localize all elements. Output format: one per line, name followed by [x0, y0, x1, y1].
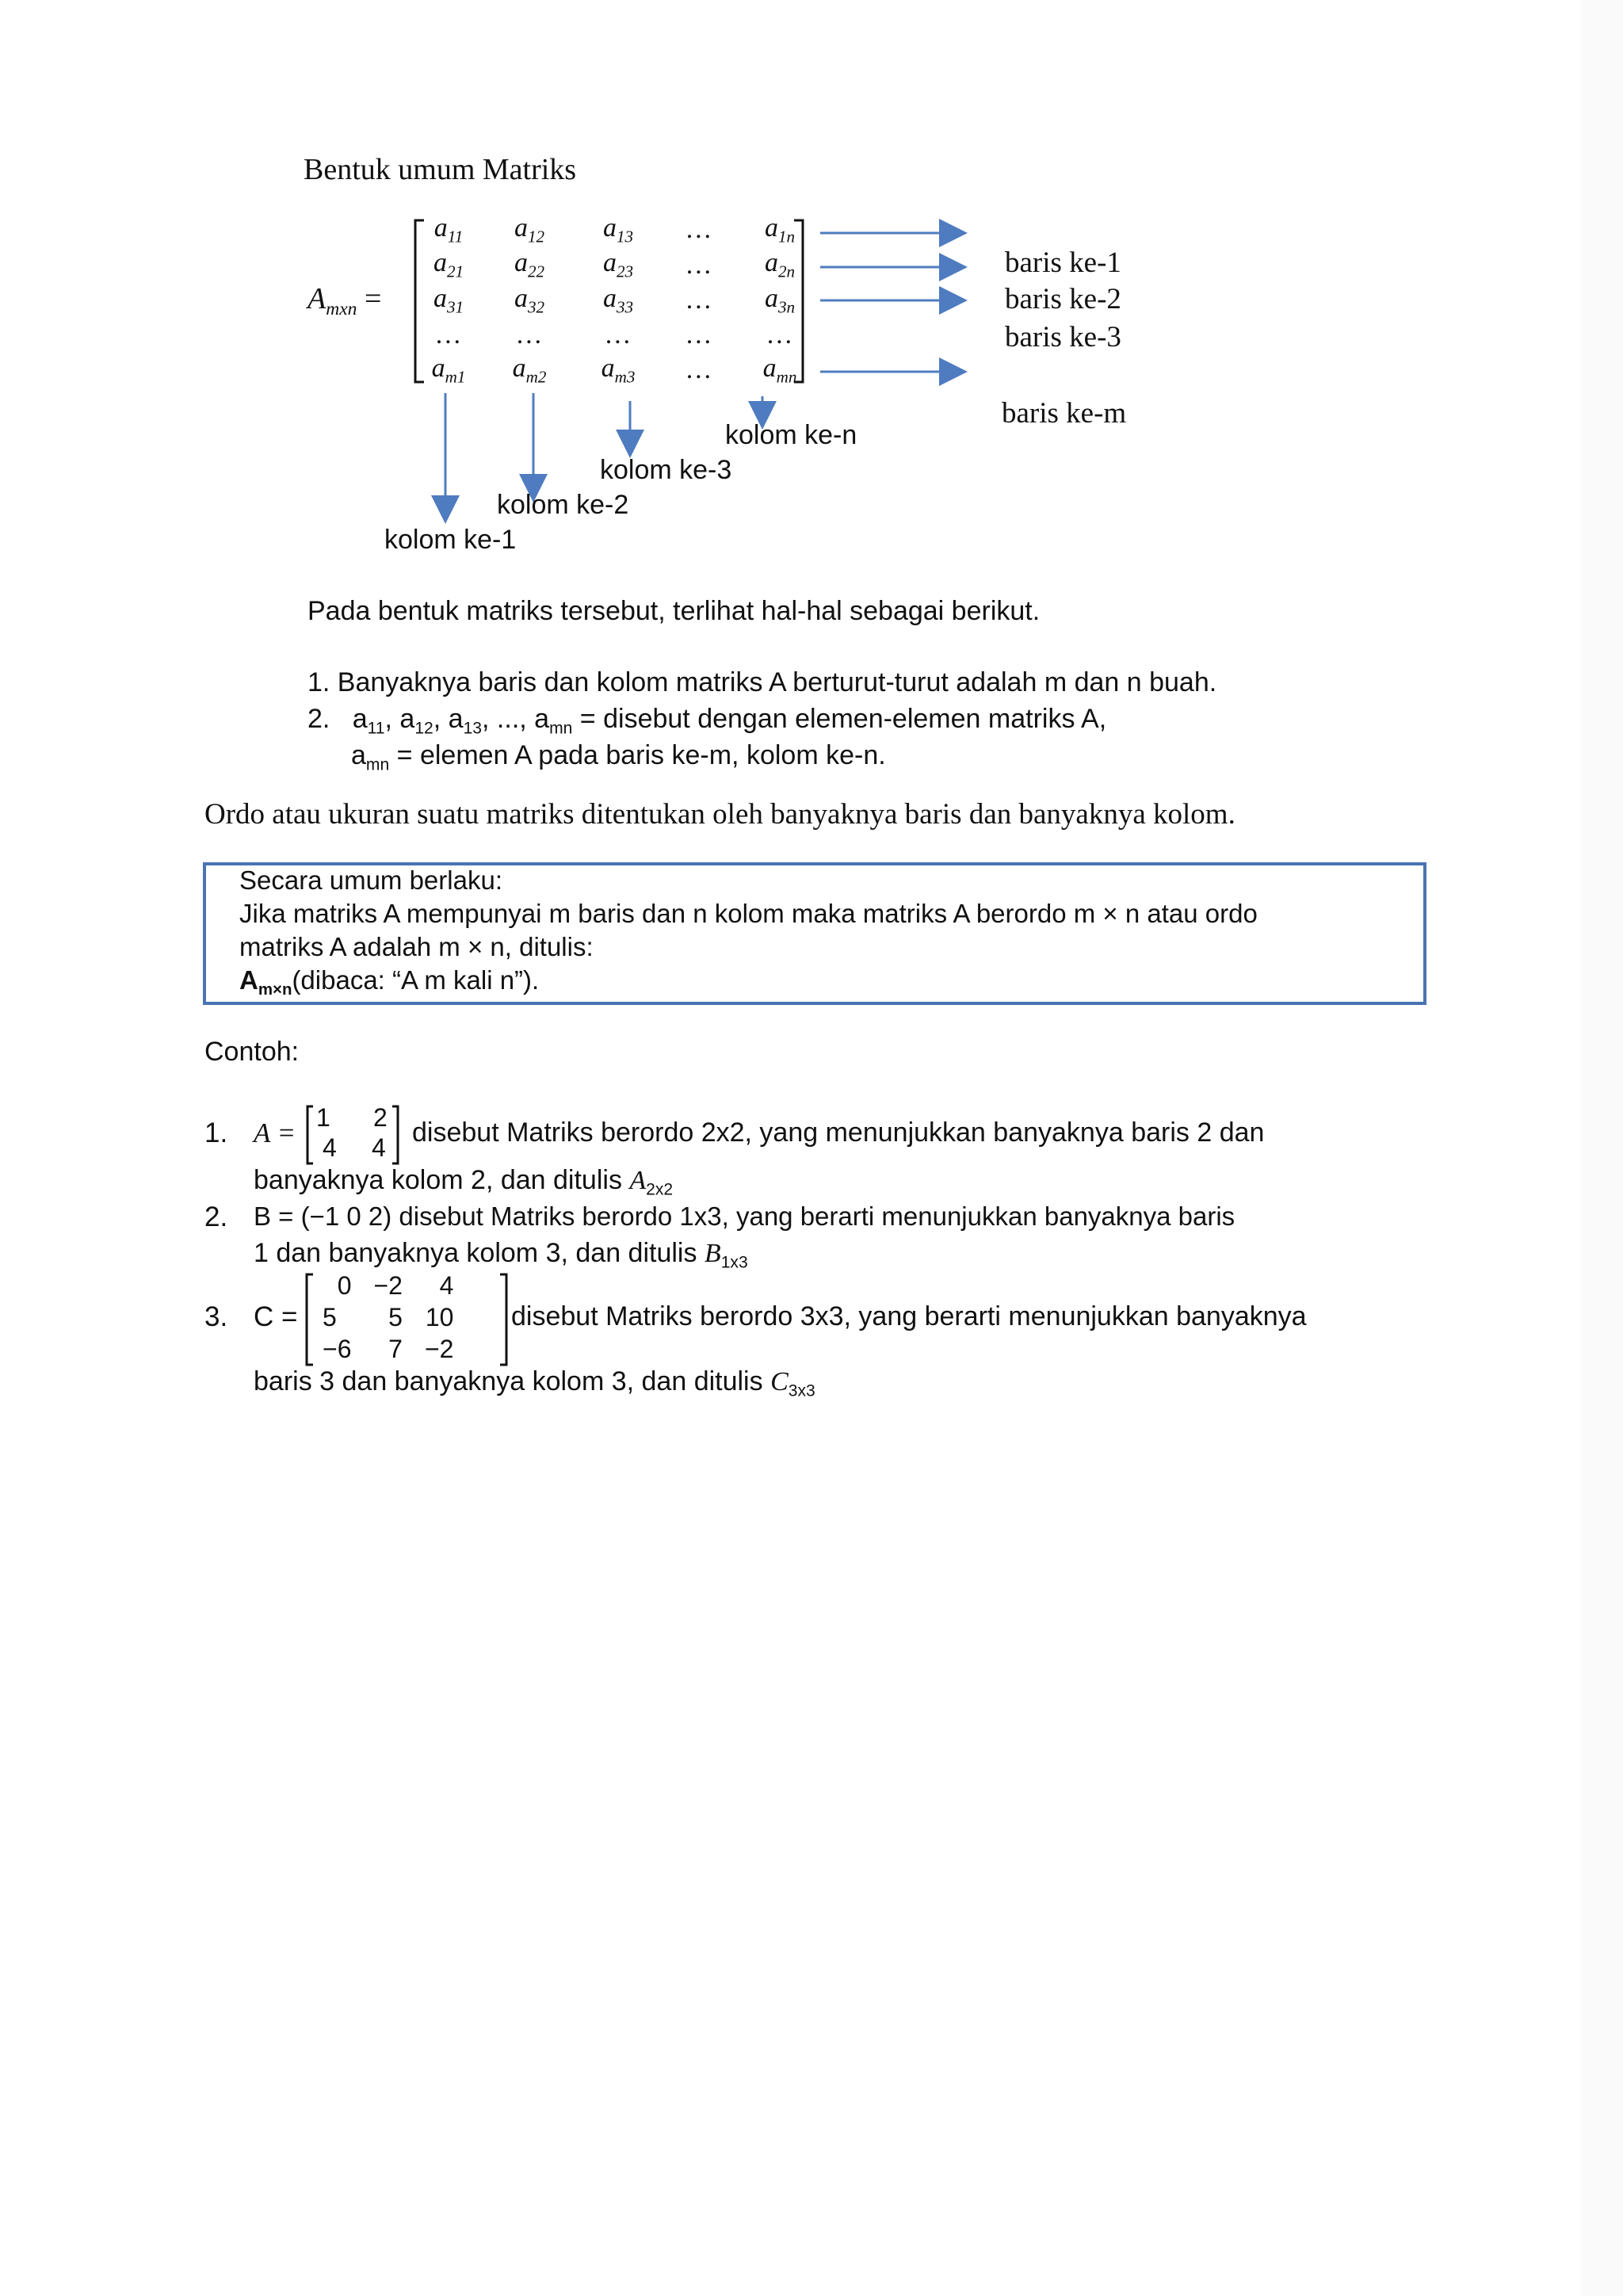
- cell: …: [605, 320, 631, 350]
- e1-a12: 2: [373, 1103, 388, 1132]
- matrix-lhs-eq: =: [364, 282, 382, 315]
- example-1-num: 1.: [204, 1117, 228, 1148]
- cell: …: [686, 215, 712, 245]
- row-label-1: baris ke-1: [1005, 246, 1121, 279]
- cell: $a_{13}$: [602, 213, 634, 246]
- col-label-1: kolom ke-1: [384, 525, 517, 555]
- box-line-3: matriks A adalah m × n, ditulis:: [239, 932, 594, 961]
- example-2-line2: 1 dan banyaknya kolom 3, dan ditulis $B_{1x3}$: [254, 1238, 748, 1272]
- cell: $a_{3n}$: [764, 283, 796, 317]
- col-label-n: kolom ke-n: [725, 420, 857, 450]
- cell: …: [686, 250, 712, 280]
- row-label-3: baris ke-3: [1005, 321, 1121, 353]
- cell: …: [686, 285, 712, 315]
- example-3-line2: baris 3 dan banyaknya kolom 3, dan ditulis $C_{3x3}$: [254, 1366, 815, 1400]
- row-label-2: baris ke-2: [1005, 283, 1121, 315]
- matrix-table: [412, 212, 824, 388]
- cell: …: [436, 320, 461, 350]
- e1-a21: 4: [323, 1133, 337, 1162]
- col-label-2: kolom ke-2: [497, 490, 629, 520]
- cell: …: [517, 320, 542, 350]
- example-3-lhs: C =: [254, 1301, 298, 1332]
- example-3-num: 3.: [204, 1301, 228, 1332]
- cell: $a_{m1}$: [431, 353, 466, 387]
- ordo-sentence: Ordo atau ukuran suatu matriks ditentukan oleh banyaknya baris dan banyaknya kolom.: [204, 798, 1235, 831]
- matrix-cells: [412, 212, 824, 388]
- e1-a11: 1: [316, 1103, 330, 1132]
- cell: $a_{mn}$: [762, 353, 797, 387]
- e3-table: 0 −2 4 5 5 10 −6 7 −2: [323, 1271, 454, 1363]
- matrix-lhs-sub: mxn: [326, 299, 357, 320]
- cell: $a_{1n}$: [764, 213, 796, 246]
- cell: $a_{2n}$: [764, 248, 796, 281]
- example-1-text: disebut Matriks berordo 2x2, yang menunjukkan banyaknya baris 2 dan: [412, 1117, 1265, 1148]
- box-line-1: Secara umum berlaku:: [239, 865, 502, 895]
- point-1: 1. Banyaknya baris dan kolom matriks A berturut-turut adalah m dan n buah.: [307, 667, 1217, 697]
- point-2-line2: $a_{mn}$ = elemen A pada baris ke-m, kolom ke-n.: [351, 740, 886, 774]
- matrix-lhs-symbol: A: [307, 282, 327, 315]
- example-2-num: 2.: [204, 1201, 228, 1232]
- cell: $a_{31}$: [433, 283, 464, 317]
- e1-a22: 4: [372, 1133, 386, 1162]
- cell: $a_{22}$: [514, 248, 545, 281]
- cell: $a_{m3}$: [601, 353, 636, 387]
- cell: $a_{23}$: [602, 248, 634, 281]
- cell: $a_{21}$: [433, 248, 464, 281]
- cell: …: [686, 320, 712, 350]
- example-2-text: B = (−1 0 2) disebut Matriks berordo 1x3, yang berarti menunjukkan banyaknya baris: [254, 1201, 1235, 1231]
- cell: $a_{33}$: [602, 283, 634, 317]
- cell: $a_{m2}$: [512, 353, 547, 387]
- intro-text: Pada bentuk matriks tersebut, terlihat hal-hal sebagai berikut.: [307, 596, 1041, 626]
- row-label-m: baris ke-m: [1002, 397, 1127, 430]
- section-title: Bentuk umum Matriks: [304, 153, 577, 186]
- col-label-3: kolom ke-3: [600, 455, 732, 485]
- cell: …: [767, 320, 792, 350]
- contoh-heading: Contoh:: [204, 1037, 300, 1067]
- point-2: 2. $a_{11}$, $a_{12}$, $a_{13}$, ..., $a_{mn}$ = disebut dengan elemen-elemen matriks A,: [307, 704, 1107, 738]
- cell: $a_{11}$: [433, 213, 464, 246]
- example-1-line2: banyaknya kolom 2, dan ditulis $A_{2x2}$: [254, 1165, 674, 1199]
- box-line-4: $A_{m\times n}(dibaca$: “A m kali n”).: [239, 965, 540, 999]
- example-3-text: disebut Matriks berordo 3x3, yang berarti menunjukkan banyaknya: [511, 1301, 1307, 1331]
- cell: …: [686, 355, 712, 385]
- cell: $a_{12}$: [514, 213, 545, 246]
- example-1-lhs: A =: [254, 1117, 296, 1148]
- box-line-2: Jika matriks A mempunyai m baris dan n kolom maka matriks A berordo m × n atau ordo: [239, 899, 1258, 928]
- cell: $a_{32}$: [514, 283, 545, 317]
